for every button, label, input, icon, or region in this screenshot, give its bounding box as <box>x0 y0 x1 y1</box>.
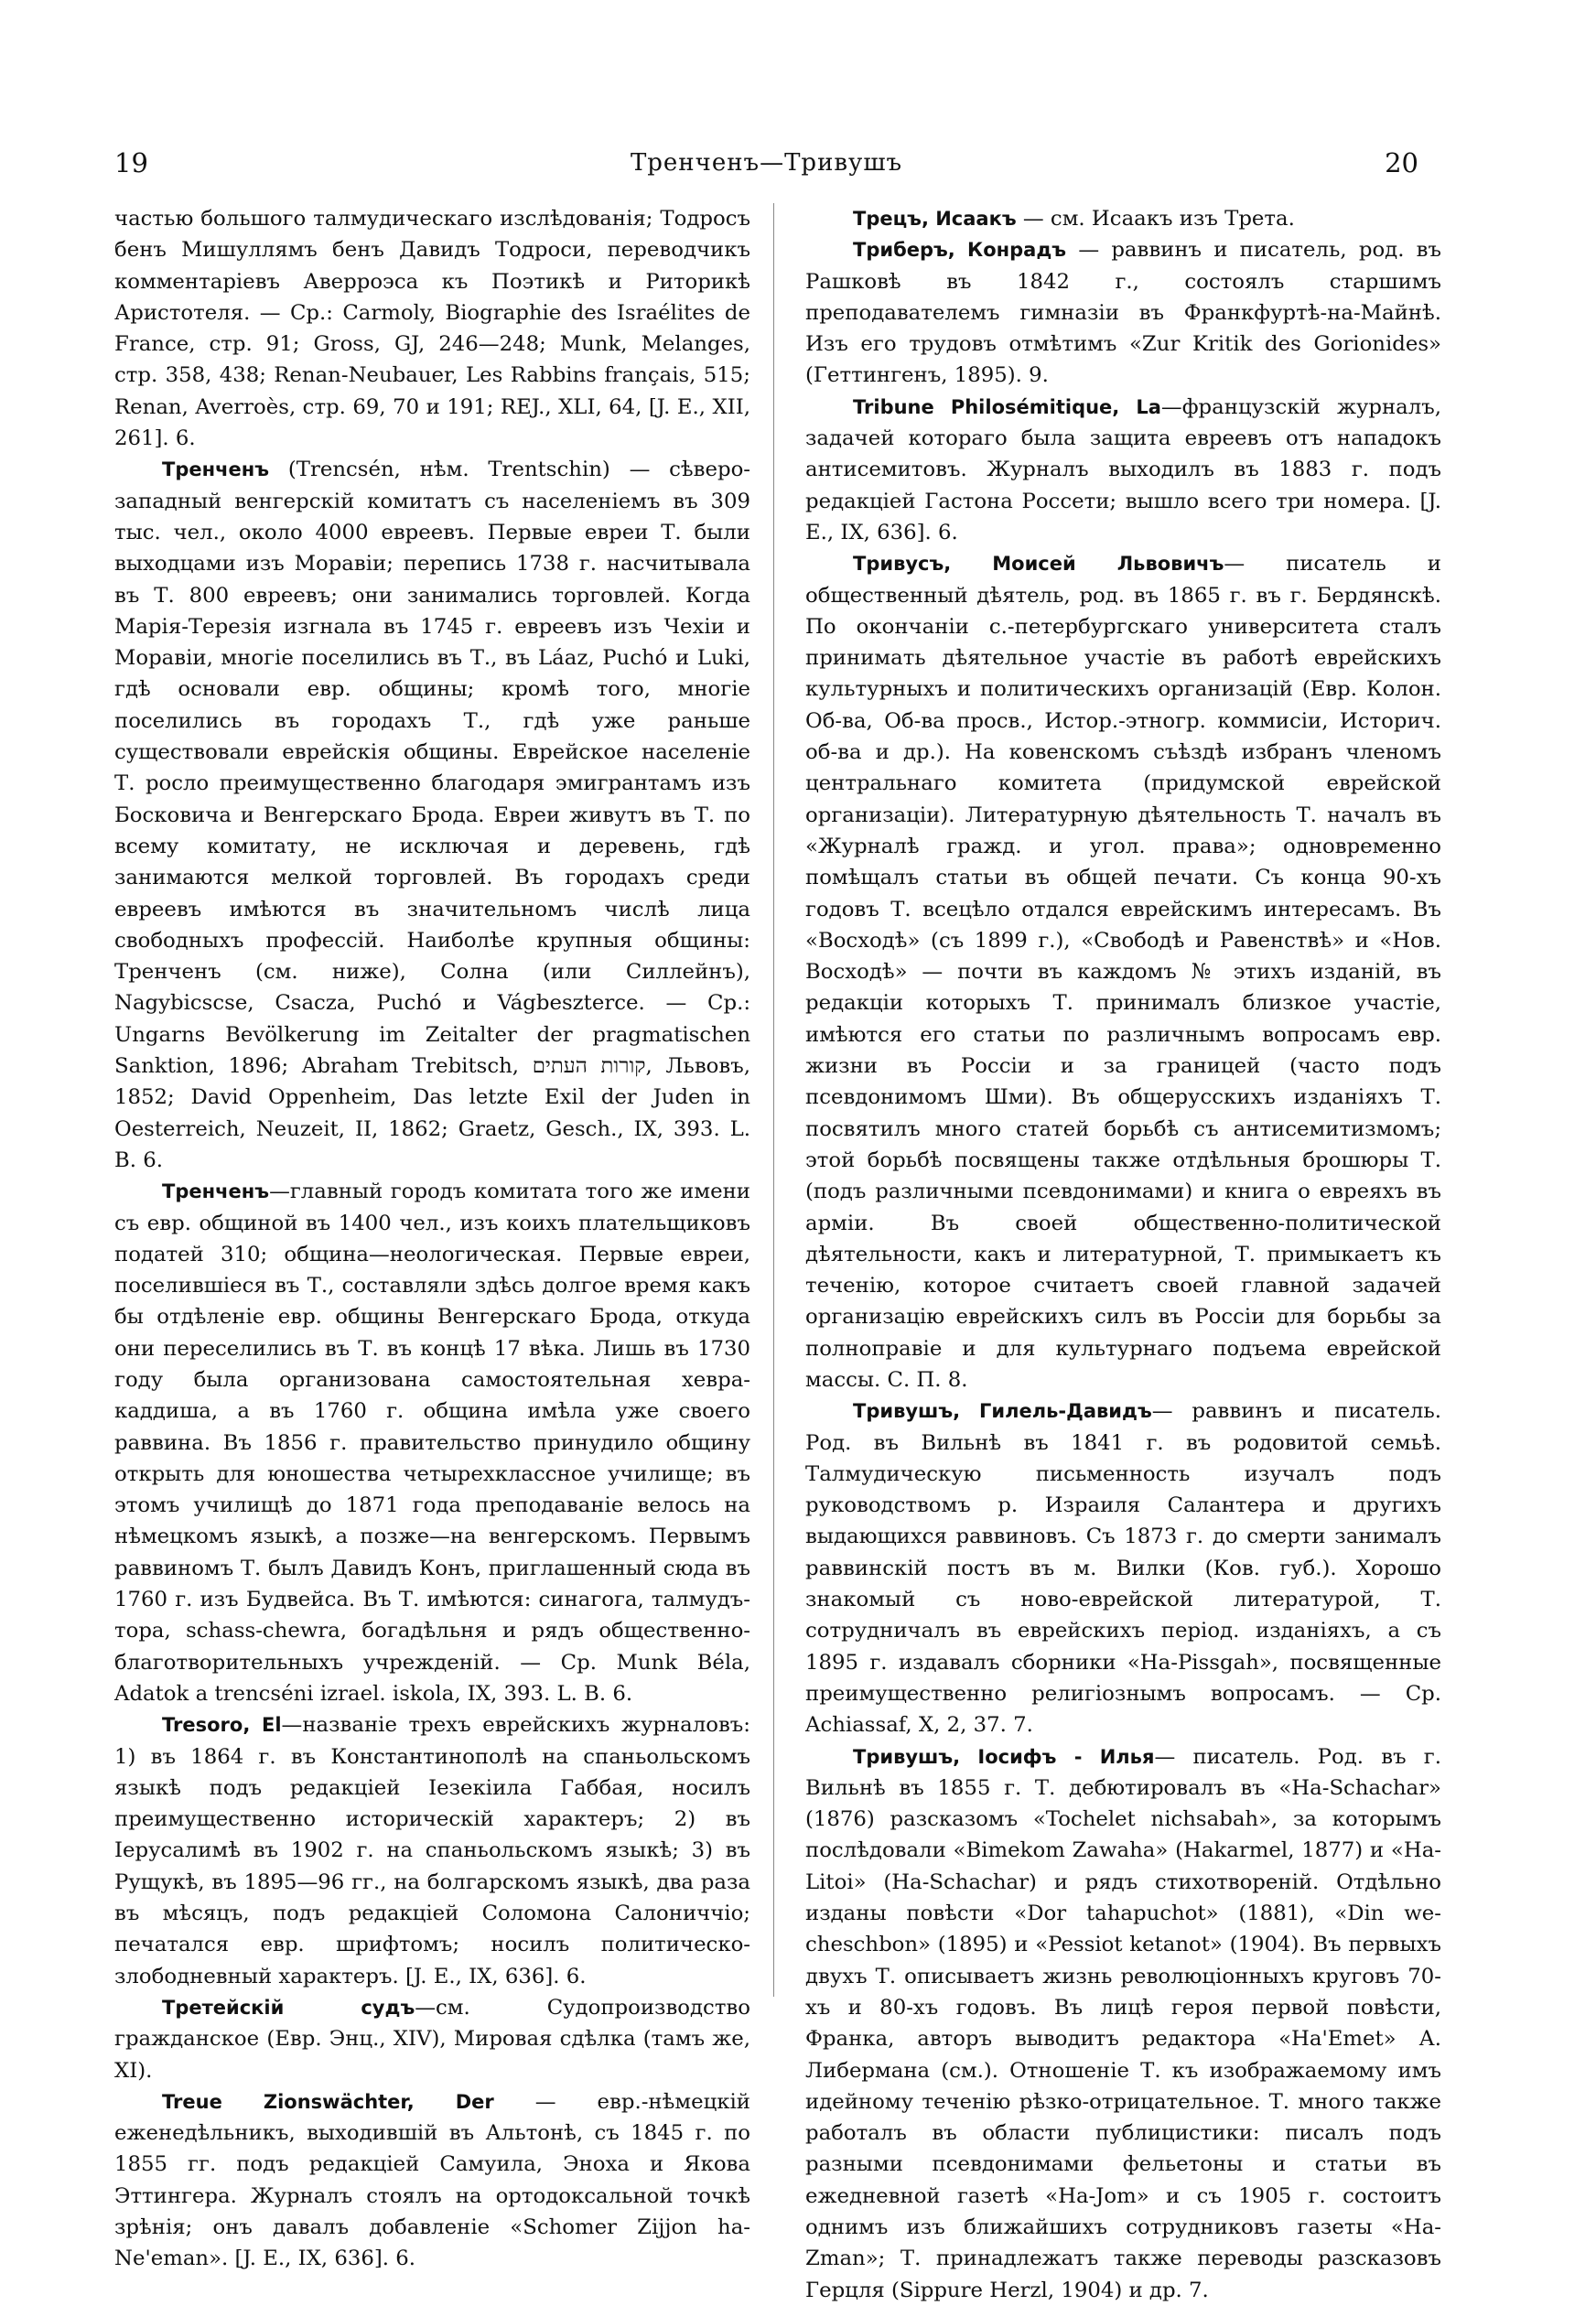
entry-headword: Тренченъ <box>162 1180 270 1203</box>
entry-treue-zionswaechter <box>114 2086 750 2275</box>
entry-text: —главный городъ комитата того же имени съ евр. общиной въ 1400 чел., изъ коихъ плательщиковъ податей 310; община—неологическая. Первые евреи, поселившіеся въ Т., составляли здѣсь долгое время какъ бы отдѣленіе евр. общины Венгерскаго Брода, откуда они переселились въ Т. въ концѣ 17 вѣка. Лишь въ 1730 году была организована самостоятельная хевра-каддиша, а въ 1760 г. община имѣла уже своего раввина. Въ 1856 г. правительство принудило общину открыть для юношества четырехклассное училище; въ этомъ училищѣ до 1871 года преподаваніе велось на нѣмецкомъ языкѣ, а позже—на венгерскомъ. Первымъ раввиномъ Т. былъ Давидъ Конъ, приглашенный сюда въ 1760 г. изъ Будвейса. Въ Т. имѣются: синагога, талмудъ-тора, schass-chewra, богадѣльня и рядъ общественно-благотворительныхъ учрежденій. — Ср. Munk Béla, Adatok a trencséni izrael. iskola, IX, 393. L. B. 6. <box>114 1180 750 1706</box>
entry-trets-isaak <box>805 203 1441 234</box>
entry-headword: Tresoro, El <box>162 1714 282 1737</box>
entry-text: (Trencsén, нѣм. Trentschin) — сѣверо-западный венгерскій комитатъ съ населеніемъ въ 309 тыс. чел., около 4000 евреевъ. Первые евреи Т. были выходцами изъ Моравіи; перепись 1738 г. насчитывала въ Т. 800 евреевъ; они занимались торговлей. Когда Марія-Терезія изгнала въ 1745 г. евреевъ изъ Чехіи и Моравіи, многіе поселились въ Т., въ Láaz, Puchó и Luki, гдѣ основали евр. общины; кромѣ того, многіе поселились въ городахъ Т., гдѣ уже раньше существовали еврейскія общины. Еврейское населеніе Т. росло преимущественно благодаря эмигрантамъ изъ Босковича и Венгерскаго Брода. Евреи живутъ въ Т. по всему комитату, не исключая и деревень, гдѣ занимаются мелкой торговлей. Въ городахъ среди евреевъ имѣются въ значительномъ числѣ лица свободныхъ профессій. Наиболѣе крупныя общины: Тренченъ (см. ниже), Солна (или Силлейнъ), Nagybicscse, Csacza, Puchó и Vágbesztercе. — Ср.: Ungarns Bevölkerung im Zeitalter der pragmatischen Sanktion, 1896; Abraham Trebitsch, קורות העתים, Львовъ, 1852; David Oppenheim, Das letzte Exil der Juden in Oesterreich, Neuzeit, II, 1862; Graetz, Gesch., IX, 393. L. B. 6. <box>114 458 751 1172</box>
entry-text: —названіе трехъ еврейскихъ журналовъ: 1) въ 1864 г. въ Константинополѣ на спаньольскомъ языкѣ подъ редакціей Іезекіила Габбая, носилъ преимущественно историческій характеръ; 2) въ Іерусалимѣ въ 1902 г. на спаньольскомъ языкѣ; 3) въ Рущукѣ, въ 1895—96 гг., на болгарскомъ языкѣ, два раза въ мѣсяцъ, подъ редакціей Соломона Салониччіо; печатался евр. шрифтомъ; носилъ политическо-злободневный характеръ. [J. E., IX, 636]. 6. <box>114 1713 750 1988</box>
left-column <box>114 203 750 2275</box>
entry-text: —французскій журналъ, задачей котораго была защита евреевъ отъ нападокъ антисемитовъ. Журналъ выходилъ въ 1883 г. подъ редакціей Гастона Россети; вышло всего три номера. [J. E., IX, 636]. 6. <box>805 394 1441 544</box>
entry-text: — см. Исаакъ изъ Трета. <box>1022 207 1295 231</box>
left-page-number: 19 <box>114 147 148 178</box>
entry-text: — писатель. Род. въ г. Вильнѣ въ 1855 г. Т. дебютировалъ въ «Ha-Schachar» (1876) разсказомъ «Tochelet nichsabah», за которымъ послѣдовали «Bimekom Zawaha» (Hakarmel, 1877) и «Ha-Litoi» (Ha-Schachar) и рядъ стихотвореній. Отдѣльно изданы повѣсти «Dor tahapuchot» (1881), «Din we-cheschbon» (1895) и «Pessiot ketanot» (1904). Въ первыхъ двухъ Т. описываетъ жизнь революціонныхъ круговъ 70-хъ и 80-хъ годовъ. Въ лицѣ героя первой повѣсти, Франка, авторъ выводитъ редактора «Ha'Emet» А. Либермана (см.). Отношеніе Т. къ изображаемому имъ идейному теченію рѣзко-отрицательное. Т. много также работалъ въ области публицистики: писалъ подъ разными псевдонимами фельетоны и статьи въ ежедневной газетѣ «Ha-Jom» и съ 1905 г. состоитъ однимъ изъ ближайшихъ сотрудниковъ газеты «Ha-Zman»; Т. принадлежатъ также переводы разсказовъ Герцля (Sippure Herzl, 1904) и др. 7. <box>805 1744 1441 2302</box>
entry-headword: Тривушъ, Іосифъ - Илья <box>853 1745 1155 1768</box>
entry-trencsen-county <box>114 454 750 1176</box>
entry-treteisky-sud <box>114 1992 750 2086</box>
entry-trivush-iosif-ilya <box>805 1741 1441 2306</box>
entry-text: частью большого талмудическаго изслѣдованія; Тодросъ бенъ Мишуллямъ бенъ Давидъ Тодроси, переводчикъ комментаріевъ Аверроэса къ Поэтикѣ и Риторикѣ Аристотеля. — Ср.: Carmoly, Biographie des Israélites de France, стр. 91; Gross, GJ, 246—248; Munk, Melanges, стр. 358, 438; Renan-Neubauer, Les Rabbins français, 515; Renan, Averroès, стр. 69, 70 и 191; REJ., XLI, 64, [J. E., XII, 261]. 6. <box>114 207 750 451</box>
entry-text: —см. Судопроизводство гражданское (Евр. Энц., XIV), Мировая сдѣлка (тамъ же, XI). <box>114 1995 750 2083</box>
entry-headword: Tribune Philosémitique, La <box>853 395 1161 418</box>
entry-trivush-gilel-david <box>805 1395 1441 1740</box>
column-divider <box>773 203 774 1997</box>
entry-headword: Третейскій судъ <box>162 1996 415 2019</box>
entry-headword: Тривушъ, Гилель-Давидъ <box>853 1400 1152 1423</box>
running-title: Тренченъ—Тривушъ <box>630 149 903 177</box>
page-header <box>114 145 1418 181</box>
entry-text: — евр.-нѣмецкій еженедѣльникъ, выходившій въ Альтонѣ, съ 1845 г. по 1855 гг. подъ редакціей Самуила, Эноха и Якова Эттингера. Журналъ стоялъ на ортодоксальной точкѣ зрѣнія; онъ давалъ добавленіе «Schomer Zijjon ha-Ne'eman». [J. E., IX, 636]. 6. <box>114 2089 750 2271</box>
entry-tresoro <box>114 1709 750 1992</box>
entry-text: — раввинъ и писатель. Род. въ Вильнѣ въ 1841 г. въ родовитой семьѣ. Талмудическую письменность изучалъ подъ руководствомъ р. Израиля Салантера и другихъ выдающихся раввиновъ. Съ 1873 г. до смерти занималъ раввинскій постъ въ м. Вилки (Ков. губ.). Хорошо знакомый съ ново-еврейской литературой, Т. сотрудничалъ въ еврейскихъ період. изданіяхъ, а съ 1895 г. издавалъ сборники «Ha-Pissgah», посвященные преимущественно религіознымъ вопросамъ. — Cp. Achiassaf, X, 2, 37. 7. <box>805 1399 1441 1738</box>
right-column <box>805 203 1441 2306</box>
entry-trencsen-town <box>114 1176 750 1709</box>
entry-headword: Триберъ, Конрадъ <box>853 239 1067 262</box>
right-page-number: 20 <box>1385 147 1418 178</box>
entry-todros-continuation <box>114 203 750 454</box>
entry-text: — раввинъ и писатель, род. въ Рашковѣ въ 1842 г., состоялъ старшимъ преподавателемъ гимназіи въ Франкфуртѣ-на-Майнѣ. Изъ его трудовъ отмѣтимъ «Zur Kritik des Gorionides» (Геттингенъ, 1895). 9. <box>805 238 1442 388</box>
entry-triber-konrad <box>805 234 1441 391</box>
entry-trivus-moisei <box>805 548 1441 1395</box>
entry-headword: Treue Zionswächter, Der <box>162 2090 494 2113</box>
entry-text: — писатель и общественный дѣятель, род. въ 1865 г. въ г. Бердянскѣ. По окончаніи с.-петербургскаго университета сталъ принимать дѣятельное участіе въ работѣ еврейскихъ культурныхъ и политическихъ организацій (Евр. Колон. Об-ва, Об-ва просв., Истор.-этногр. коммисіи, Историч. об-ва и др.). На ковенскомъ съѣздѣ избранъ членомъ центральнаго комитета (придумской еврейской организаціи). Литературную дѣятельность Т. началъ въ «Журналѣ гражд. и угол. права»; одновременно помѣщалъ статьи въ общей печати. Съ конца 90-хъ годовъ Т. всецѣло отдался еврейскимъ интересамъ. Въ «Восходѣ» (съ 1899 г.), «Свободѣ и Равенствѣ» и «Нов. Восходѣ» — почти въ каждомъ № этихъ изданій, въ редакціи которыхъ Т. принималъ близкое участіе, имѣются его статьи по различнымъ вопросамъ евр. жизни въ Россіи и за границей (часто подъ псевдонимомъ Шми). Въ общерусскихъ изданіяхъ Т. посвятилъ много статей борьбѣ съ антисемитизмомъ; этой борьбѣ посвящены также отдѣльныя брошюры Т. (подъ различными псевдонимами) и книга о евреяхъ въ арміи. Въ своей общественно-политической дѣятельности, какъ и литературной, Т. примыкаетъ къ теченію, которое считаетъ своей главной задачей организацію еврейскихъ силъ въ Россіи для борьбы за полноправіе и для культурнаго подъема еврейской массы. С. П. 8. <box>805 552 1441 1392</box>
entry-headword: Тривусъ, Моисей Львовичъ <box>853 553 1224 576</box>
entry-tribune-philosemitique <box>805 392 1441 548</box>
entry-headword: Тренченъ <box>162 458 270 481</box>
entry-headword: Трецъ, Исаакъ <box>853 208 1017 230</box>
